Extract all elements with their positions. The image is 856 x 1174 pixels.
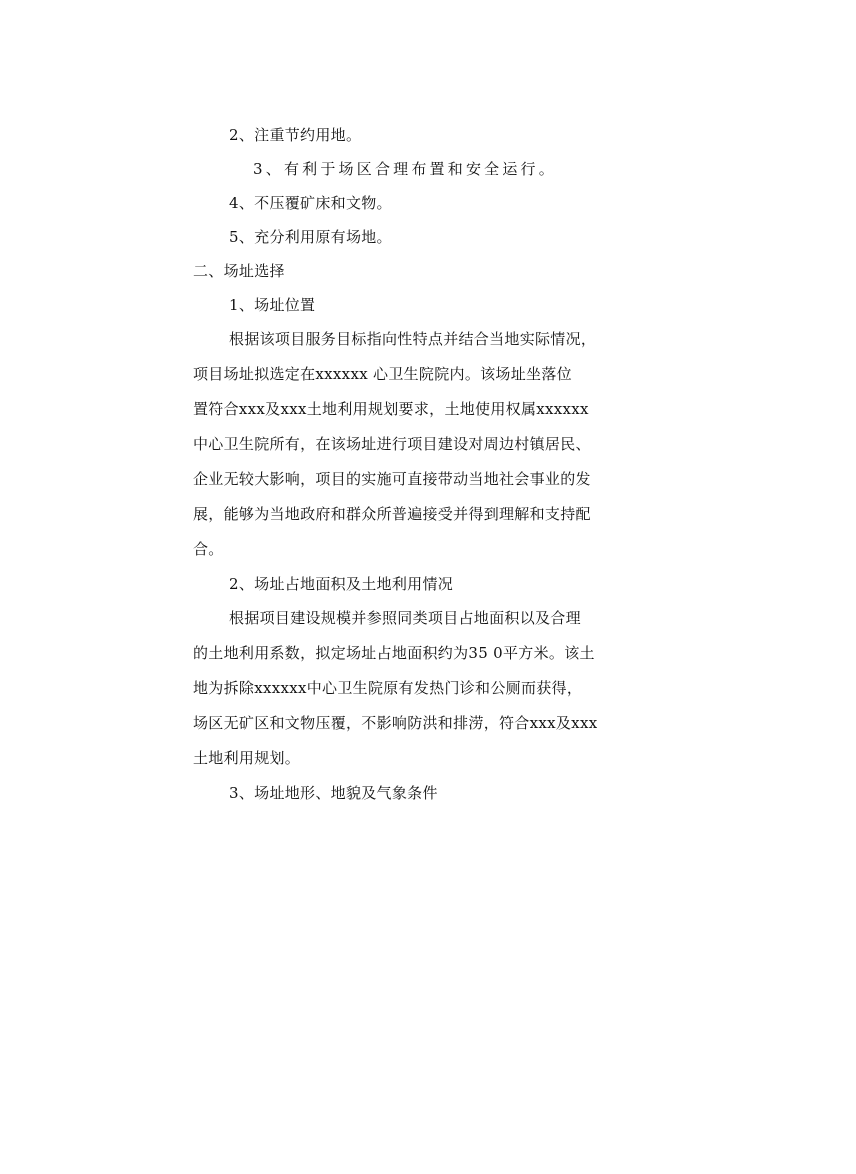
paragraph-line: 场区无矿区和文物压覆，不影响防洪和排涝，符合xxx及xxx — [193, 714, 598, 732]
document-body — [193, 118, 645, 810]
paragraph-line: 中心卫生院所有，在该场址进行项目建设对周边村镇居民、 — [193, 435, 591, 453]
paragraph-line: 地为拆除xxxxxx中心卫生院原有发热门诊和公厕而获得， — [193, 679, 583, 697]
paragraph-line: 的土地利用系数，拟定场址占地面积约为35 0平方米。该土 — [193, 644, 595, 662]
paragraph-line: 展，能够为当地政府和群众所普遍接受并得到理解和支持配 — [193, 505, 591, 523]
paragraph-line: 企业无较大影响，项目的实施可直接带动当地社会事业的发 — [193, 470, 591, 488]
paragraph-land-use — [193, 601, 645, 776]
principle-5: 5、充分利用原有场地。 — [229, 228, 392, 246]
subsection-heading-site-location: 1、场址位置 — [229, 296, 316, 314]
subsection-heading-terrain: 3、场址地形、地貌及气象条件 — [229, 784, 438, 802]
paragraph-line: 根据项目建设规模并参照同类项目占地面积以及合理 — [229, 609, 581, 627]
principle-3: 3、有利于场区合理布置和安全运行。 — [253, 160, 557, 178]
paragraph-line: 根据该项目服务目标指向性特点并结合当地实际情况， — [229, 330, 597, 348]
paragraph-line: 项目场址拟选定在xxxxxx 心卫生院院内。该场址坐落位 — [193, 365, 572, 383]
principle-2: 2、注重节约用地。 — [229, 126, 362, 144]
section-title: 二、场址选择 — [193, 262, 285, 280]
subsection-heading-land-use: 2、场址占地面积及土地利用情况 — [229, 575, 454, 593]
paragraph-line: 土地利用规划。 — [193, 749, 301, 767]
paragraph-line: 合。 — [193, 540, 224, 558]
paragraph-line: 置符合xxx及xxx土地利用规划要求，土地使用权属xxxxxx — [193, 400, 589, 418]
paragraph-site-location — [193, 322, 645, 567]
principle-4: 4、不压覆矿床和文物。 — [229, 194, 392, 212]
